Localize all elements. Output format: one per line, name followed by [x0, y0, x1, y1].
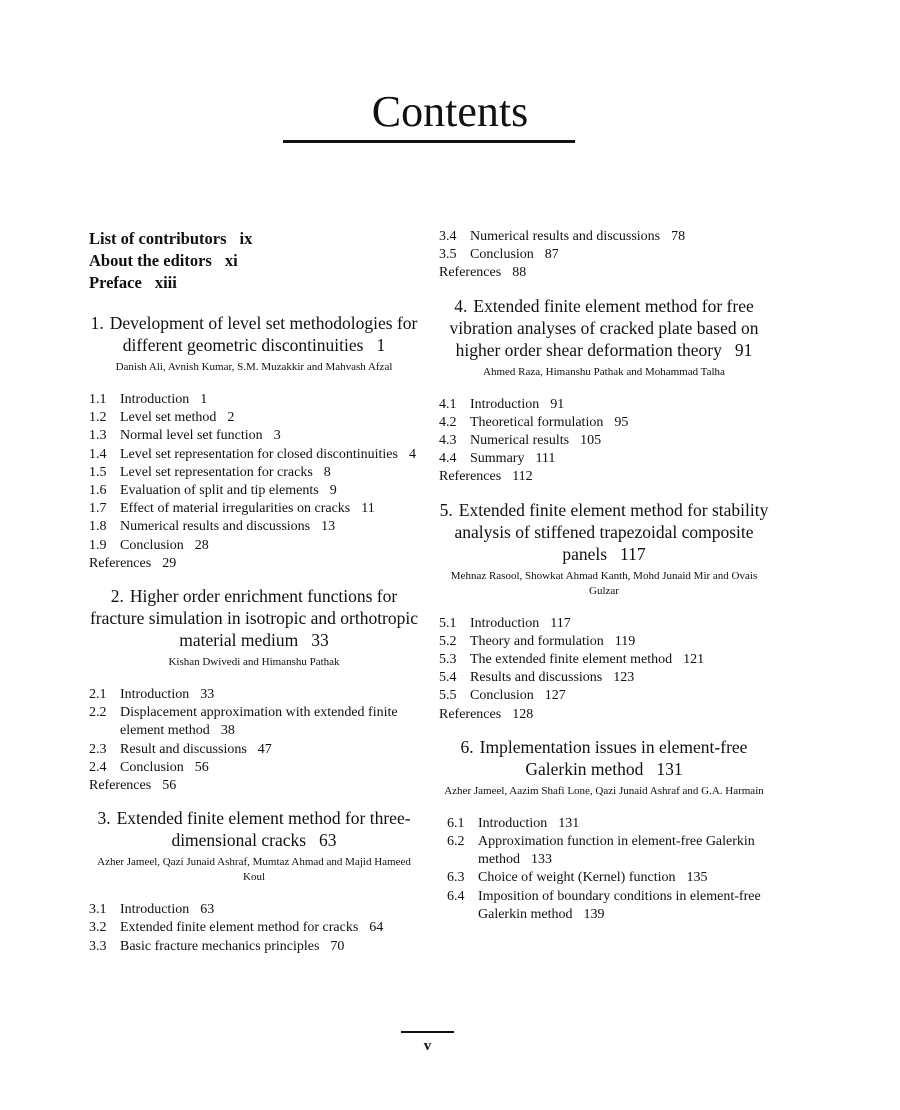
section-title: Summary [470, 451, 525, 467]
section-list [439, 228, 769, 264]
section-page: 119 [614, 633, 636, 649]
chapter-number: 2. [110, 586, 124, 607]
section-number: 5.4 [439, 670, 457, 686]
references-label: References [89, 778, 152, 794]
references-label: References [89, 555, 152, 571]
section-page: 3 [273, 428, 281, 444]
chapter-page: 131 [656, 758, 683, 779]
section-entry[interactable] [89, 518, 419, 536]
chapter-3 [89, 807, 419, 956]
chapter-title-text: Extended finite element method for three-dimensional cracks [116, 808, 411, 851]
references-page: 128 [512, 706, 534, 722]
section-entry[interactable] [89, 919, 419, 937]
section-entry[interactable] [89, 464, 419, 482]
section-entry[interactable] [89, 482, 419, 500]
chapter-number: 6. [460, 736, 474, 757]
section-page: 87 [544, 247, 559, 263]
section-entry[interactable] [447, 815, 769, 833]
section-entry[interactable] [89, 901, 419, 919]
section-entry[interactable] [89, 741, 419, 759]
section-number: 3.1 [89, 902, 107, 918]
section-page: 38 [220, 723, 235, 739]
section-number: 1.7 [89, 501, 107, 517]
chapter-4 [439, 295, 769, 487]
section-page: 13 [321, 519, 336, 535]
section-entry[interactable] [439, 246, 769, 264]
section-entry[interactable] [439, 651, 769, 669]
section-title: Results and discussions [470, 670, 603, 686]
chapter-title-text: Extended finite element method for free vibration analyses of cracked plate based on higher order shear deformation theory [449, 295, 759, 360]
section-title: Basic fracture mechanics principles [120, 938, 320, 954]
section-entry[interactable] [447, 869, 769, 887]
section-page: 95 [614, 414, 629, 430]
section-title: Imposition of boundary conditions in element-free Galerkin method [478, 888, 761, 922]
section-entry[interactable] [89, 446, 419, 464]
chapter-authors: Azher Jameel, Aazim Shafi Lone, Qazi Junaid Ashraf and G.A. Harmain [444, 784, 764, 797]
section-number: 4.2 [439, 414, 457, 430]
chapter-page: 91 [734, 339, 753, 360]
section-number: 5.5 [439, 688, 457, 704]
section-number: 1.5 [89, 464, 107, 480]
section-number: 6.4 [447, 888, 465, 904]
section-title: Level set representation for cracks [120, 464, 313, 480]
section-list [439, 396, 769, 469]
section-number: 5.3 [439, 652, 457, 668]
section-page: 111 [535, 451, 556, 467]
section-entry[interactable] [89, 686, 419, 704]
section-entry[interactable] [439, 396, 769, 414]
section-entry[interactable] [89, 537, 419, 555]
section-entry[interactable] [89, 391, 419, 409]
section-title: Choice of weight (Kernel) function [478, 870, 676, 886]
section-page: 117 [550, 615, 571, 631]
section-entry[interactable] [439, 450, 769, 468]
section-title: Introduction [120, 687, 190, 703]
section-entry[interactable] [89, 704, 419, 740]
front-matter-page: ix [239, 229, 253, 248]
section-title: Introduction [120, 902, 190, 918]
front-matter-list [89, 228, 419, 294]
section-number: 1.4 [89, 446, 107, 462]
section-number: 1.6 [89, 483, 107, 499]
references-entry[interactable] [89, 777, 419, 795]
section-number: 4.1 [439, 396, 457, 412]
section-title: Introduction [478, 815, 548, 831]
chapter-page: 33 [311, 630, 329, 651]
chapter-title[interactable] [89, 312, 419, 356]
section-page: 33 [200, 687, 215, 703]
section-title: Effect of material irregularities on cracks [120, 501, 351, 517]
references-entry[interactable] [439, 468, 769, 486]
references-label: References [439, 469, 502, 485]
section-title: Introduction [470, 396, 540, 412]
front-matter-item[interactable] [89, 250, 419, 272]
section-number: 4.3 [439, 433, 457, 449]
section-page: 9 [329, 483, 337, 499]
section-number: 1.8 [89, 519, 107, 535]
section-list [89, 686, 419, 777]
section-number: 1.3 [89, 428, 107, 444]
chapter-title[interactable] [89, 585, 419, 651]
section-title: Level set representation for closed discontinuities [120, 446, 398, 462]
section-entry[interactable] [89, 427, 419, 445]
section-number: 5.1 [439, 615, 457, 631]
section-entry[interactable] [439, 615, 769, 633]
section-title: Normal level set function [120, 428, 263, 444]
section-list [439, 615, 769, 706]
chapter-title[interactable] [439, 736, 769, 780]
section-number: 4.4 [439, 451, 457, 467]
section-page: 127 [544, 688, 566, 704]
section-number: 1.1 [89, 392, 107, 407]
front-matter-item[interactable] [89, 272, 419, 294]
chapter-authors: Danish Ali, Avnish Kumar, S.M. Muzakkir and Mahvash Afzal [115, 361, 393, 373]
section-number: 3.2 [89, 920, 107, 936]
references-page: 88 [512, 265, 527, 281]
chapter-authors: Kishan Dwivedi and Himanshu Pathak [168, 656, 340, 669]
chapter-title[interactable] [89, 807, 419, 851]
section-page: 133 [531, 852, 552, 868]
section-title: Theory and formulation [470, 633, 604, 649]
section-page: 123 [613, 670, 635, 686]
chapter-3-continued [439, 228, 769, 283]
section-page: 139 [583, 906, 605, 922]
references-entry[interactable] [439, 706, 769, 724]
chapter-6 [439, 736, 769, 924]
section-number: 2.3 [89, 741, 107, 757]
section-page: 131 [558, 815, 580, 831]
chapter-page: 63 [319, 830, 337, 851]
section-entry[interactable] [439, 414, 769, 432]
chapter-page: 1 [376, 335, 386, 355]
chapter-title-text: Extended finite element method for stability analysis of stiffened trapezoidal composite panels [454, 499, 769, 564]
front-matter-label: Preface [89, 273, 142, 292]
chapter-number: 5. [439, 499, 453, 520]
page-number: v [423, 1038, 432, 1054]
references-entry[interactable] [89, 555, 419, 573]
section-entry[interactable] [447, 888, 769, 924]
section-page: 135 [686, 870, 708, 886]
section-number: 2.1 [89, 687, 107, 703]
section-entry[interactable] [439, 432, 769, 450]
section-entry[interactable] [89, 938, 419, 956]
section-page: 78 [671, 229, 686, 244]
front-matter-label: List of contributors [89, 229, 227, 248]
section-title: Extended finite element method for cracks [120, 920, 359, 936]
chapter-number: 3. [97, 808, 111, 829]
references-label: References [439, 265, 502, 281]
section-title: Numerical results [470, 433, 570, 449]
section-page: 70 [330, 938, 345, 954]
chapter-5 [439, 499, 769, 724]
chapter-1 [89, 312, 419, 573]
section-list [89, 391, 419, 555]
section-entry[interactable] [439, 228, 769, 246]
section-page: 8 [323, 464, 331, 480]
section-title: Conclusion [470, 688, 534, 704]
title-rule [283, 140, 575, 143]
toc-left-column [89, 228, 419, 968]
chapter-number: 4. [454, 295, 468, 316]
section-title: Evaluation of split and tip elements [120, 483, 319, 499]
front-matter-item[interactable] [89, 228, 419, 250]
chapter-title[interactable] [439, 499, 769, 565]
section-page: 47 [257, 741, 272, 757]
section-title: Conclusion [120, 759, 184, 775]
section-entry[interactable] [439, 687, 769, 705]
section-title: Level set method [120, 410, 217, 426]
section-number: 6.2 [447, 834, 465, 850]
section-page: 56 [194, 759, 209, 775]
section-page: 63 [200, 902, 215, 918]
section-page: 2 [227, 410, 235, 426]
section-number: 2.2 [89, 705, 107, 721]
section-title: Displacement approximation with extended finite element method [120, 705, 398, 739]
references-entry[interactable] [439, 264, 769, 282]
section-page: 28 [194, 537, 209, 553]
references-label: References [439, 706, 502, 722]
section-list [89, 901, 419, 956]
section-entry[interactable] [447, 833, 769, 869]
front-matter-page: xi [224, 251, 238, 270]
front-matter-page: xiii [154, 273, 177, 292]
section-page: 105 [580, 433, 602, 449]
section-number: 1.2 [89, 410, 107, 426]
references-page: 29 [162, 555, 177, 571]
chapter-title-text: Higher order enrichment functions for fracture simulation in isotropic and orthotropic material medium [89, 586, 419, 651]
section-page: 4 [408, 446, 416, 462]
section-page: 1 [200, 392, 208, 407]
chapter-title[interactable] [439, 295, 769, 361]
chapter-page: 117 [620, 543, 646, 564]
chapter-number: 1. [90, 313, 104, 333]
page-title: Contents [371, 87, 529, 136]
section-number: 2.4 [89, 759, 107, 775]
section-title: Theoretical formulation [470, 414, 604, 430]
section-page: 64 [369, 920, 384, 936]
front-matter-label: About the editors [89, 251, 212, 270]
section-number: 3.3 [89, 938, 107, 954]
section-title: Conclusion [470, 247, 534, 263]
section-page: 11 [361, 501, 375, 517]
section-entry[interactable] [89, 409, 419, 427]
section-entry[interactable] [89, 759, 419, 777]
chapter-authors: Ahmed Raza, Himanshu Pathak and Mohammad Talha [483, 365, 725, 378]
section-number: 3.5 [439, 247, 457, 263]
chapter-authors: Azher Jameel, Qazi Junaid Ashraf, Mumtaz Ahmad and Majid Hameed Koul [97, 856, 411, 884]
section-page: 91 [550, 396, 565, 412]
section-title: The extended finite element method [470, 652, 673, 668]
section-title: Introduction [120, 392, 190, 407]
chapter-authors: Mehnaz Rasool, Showkat Ahmad Kanth, Mohd Junaid Mir and Ovais Gulzar [450, 569, 758, 597]
references-page: 56 [162, 778, 177, 794]
section-entry[interactable] [439, 633, 769, 651]
section-title: Numerical results and discussions [120, 519, 311, 535]
section-number: 1.9 [89, 537, 107, 553]
section-entry[interactable] [439, 669, 769, 687]
section-page: 121 [683, 652, 705, 668]
footer-rule [401, 1031, 454, 1033]
chapter-title-text: Implementation issues in element-free Galerkin method [479, 736, 748, 779]
section-number: 6.1 [447, 815, 465, 831]
chapter-2 [89, 585, 419, 795]
section-title: Numerical results and discussions [470, 229, 661, 244]
section-title: Conclusion [120, 537, 184, 553]
section-title: Introduction [470, 615, 540, 631]
references-page: 112 [512, 469, 533, 485]
section-entry[interactable] [89, 500, 419, 518]
section-list [439, 815, 769, 924]
section-number: 5.2 [439, 633, 457, 649]
section-number: 3.4 [439, 229, 457, 244]
section-title: Result and discussions [120, 741, 247, 757]
section-title: Approximation function in element-free Galerkin method [478, 834, 755, 868]
section-number: 6.3 [447, 870, 465, 886]
toc-right-column [439, 228, 769, 936]
chapter-title-text: Development of level set methodologies for different geometric discontinuities [109, 313, 418, 355]
